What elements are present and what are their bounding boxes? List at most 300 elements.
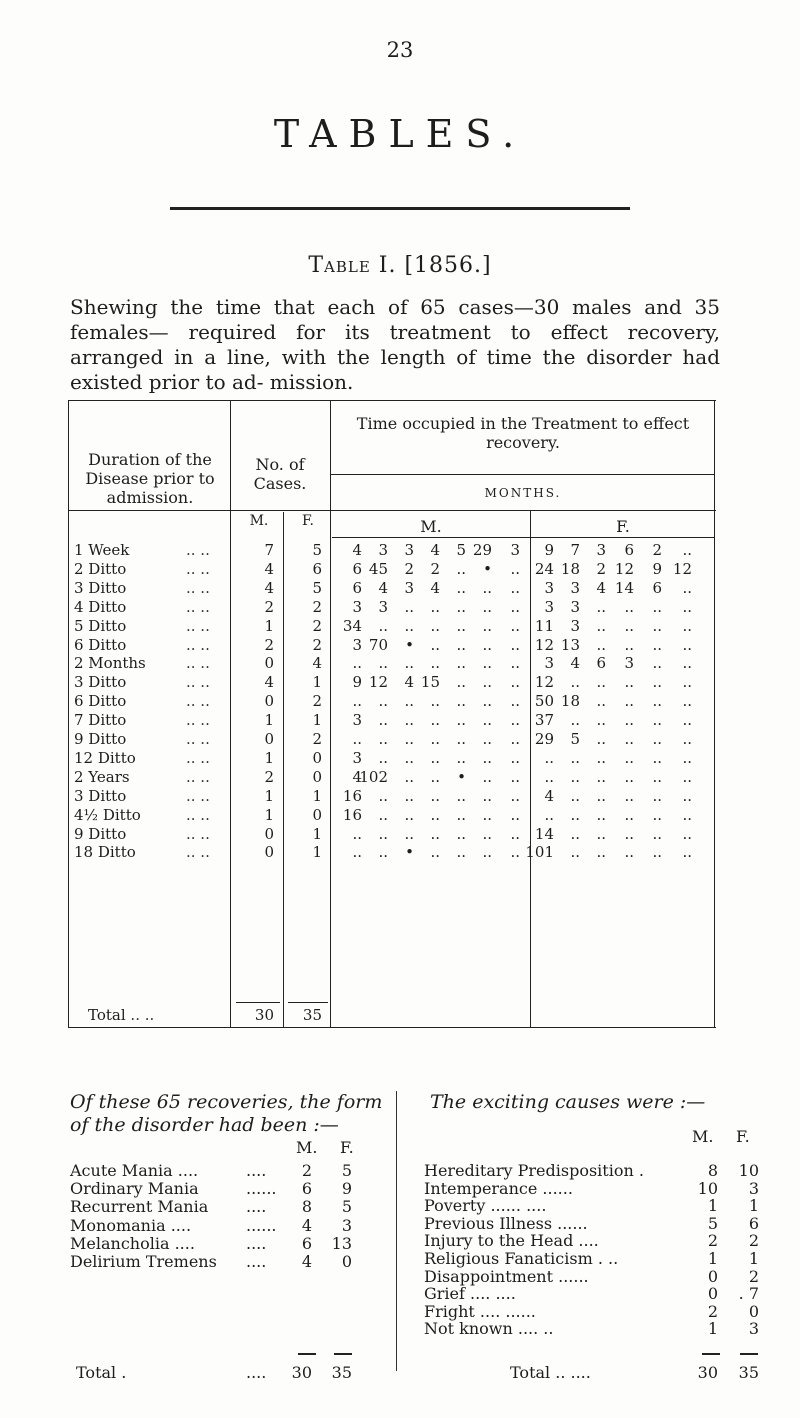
- male-months-value: ..: [510, 635, 520, 654]
- form-m: 4: [301, 1215, 312, 1235]
- female-months-value: 37: [534, 711, 554, 730]
- male-months-value: ..: [430, 767, 440, 786]
- male-months-value: ..: [404, 805, 414, 824]
- male-months-value: ..: [404, 711, 414, 730]
- female-months-value: 12: [534, 635, 554, 654]
- male-months-value: 4: [378, 578, 388, 597]
- cases-m: 1: [264, 616, 274, 635]
- male-months-value: ..: [510, 843, 520, 862]
- row-label: 6 Ditto .. ..: [74, 635, 210, 654]
- causes-total-f: 35: [738, 1363, 759, 1382]
- male-months-value: ..: [456, 748, 466, 767]
- male-months-value: 3: [352, 748, 362, 767]
- female-months-value: ..: [652, 805, 662, 824]
- female-months-value: ..: [596, 692, 606, 711]
- male-months-value: •: [405, 843, 414, 862]
- male-months-value: ..: [510, 616, 520, 635]
- male-months-value: 6: [352, 559, 362, 578]
- male-months-value: ..: [404, 767, 414, 786]
- male-months-value: ..: [430, 730, 440, 748]
- header-months: MONTHS.: [484, 486, 562, 500]
- cases-f: 1: [312, 824, 322, 843]
- forms-total-label: Total .: [76, 1363, 127, 1382]
- causes-col-f: F.: [736, 1127, 750, 1146]
- cause-label: Poverty ...... ....: [424, 1196, 547, 1216]
- female-months-value: ..: [596, 597, 606, 616]
- cause-label: Grief .... ....: [424, 1284, 516, 1304]
- male-months-value: ..: [510, 673, 520, 692]
- forms-title: Of these 65 recoveries, the form of the disorder had been :—: [70, 1091, 383, 1136]
- male-months-value: 16: [342, 805, 362, 824]
- male-months-value: ..: [456, 635, 466, 654]
- female-months-value: 12: [534, 673, 554, 692]
- male-months-value: 16: [342, 786, 362, 805]
- cases-m: 0: [264, 824, 274, 843]
- female-months-value: ..: [624, 616, 634, 635]
- male-months-value: 12: [368, 673, 388, 692]
- female-months-value: 3: [544, 578, 554, 597]
- cases-f: 2: [312, 616, 322, 635]
- male-months-value: ..: [482, 824, 492, 843]
- cases-m: 1: [264, 786, 274, 805]
- causes-total-rule-m: [702, 1353, 720, 1355]
- male-months-value: ..: [404, 730, 414, 748]
- male-months-value: ..: [482, 767, 492, 786]
- cases-m: 1: [264, 711, 274, 730]
- male-months-value: ..: [378, 805, 388, 824]
- female-months-value: 2: [596, 559, 606, 578]
- cases-m: 0: [264, 654, 274, 673]
- cause-label: Disappointment ......: [424, 1266, 589, 1286]
- female-months-value: 50: [534, 692, 554, 711]
- male-months-value: 4: [352, 541, 362, 559]
- male-months-value: 34: [342, 616, 362, 635]
- row-label: 7 Ditto .. ..: [74, 711, 210, 730]
- female-months-value: ..: [596, 616, 606, 635]
- cause-f: 2: [748, 1231, 759, 1251]
- cause-m: 5: [707, 1213, 718, 1233]
- female-months-value: ..: [682, 578, 692, 597]
- male-months-value: 4: [404, 673, 414, 692]
- cause-f: 3: [748, 1178, 759, 1198]
- female-months-value: 6: [624, 541, 634, 559]
- row-label: 3 Ditto .. ..: [74, 786, 210, 805]
- header-cases: No. of Cases.: [253, 455, 307, 493]
- female-months-value: ..: [682, 597, 692, 616]
- female-months-value: 14: [534, 824, 554, 843]
- female-months-value: ..: [652, 692, 662, 711]
- male-months-value: ..: [352, 824, 362, 843]
- male-months-value: ..: [430, 748, 440, 767]
- header-bottom-rule: [68, 510, 716, 511]
- female-months-value: ..: [652, 786, 662, 805]
- male-months-value: ..: [482, 748, 492, 767]
- forms-col-f: F.: [340, 1138, 354, 1157]
- cause-label: Intemperance ......: [424, 1178, 573, 1198]
- table-top-border: [68, 400, 716, 401]
- row-label: 4½ Ditto .. ..: [74, 805, 210, 824]
- male-months-value: ..: [378, 730, 388, 748]
- female-months-value: ..: [544, 805, 554, 824]
- duration-label: 6 Ditto: [74, 635, 127, 654]
- male-months-value: ..: [430, 692, 440, 711]
- cases-f: 6: [312, 559, 322, 578]
- cause-f: 1: [748, 1196, 759, 1216]
- row-label: 2 Years .. ..: [74, 767, 210, 786]
- cause-f: 1: [748, 1249, 759, 1268]
- male-months-value: 70: [368, 635, 388, 654]
- row-label: 9 Ditto .. ..: [74, 824, 210, 843]
- male-months-value: ..: [404, 824, 414, 843]
- form-label: Ordinary Mania: [70, 1179, 199, 1199]
- cause-m: 8: [707, 1161, 718, 1180]
- male-months-value: ..: [510, 597, 520, 616]
- male-months-value: ..: [482, 578, 492, 597]
- male-months-value: ..: [482, 692, 492, 711]
- female-months-value: 6: [652, 578, 662, 597]
- cases-f: 0: [312, 748, 322, 767]
- cause-f: 2: [748, 1266, 759, 1286]
- duration-label: 5 Ditto: [74, 616, 127, 635]
- header-duration: Duration of the Disease prior to admission.: [85, 450, 215, 507]
- cases-m: 7: [264, 541, 274, 559]
- duration-label: 4½ Ditto: [74, 805, 141, 824]
- male-months-value: ..: [482, 616, 492, 635]
- female-months-value: 4: [570, 654, 580, 673]
- cases-m: 4: [264, 673, 274, 692]
- cause-label: Previous Illness ......: [424, 1213, 588, 1233]
- duration-label: 7 Ditto: [74, 711, 127, 730]
- female-months-value: ..: [624, 805, 634, 824]
- table-title: Table I. [1856.]: [308, 253, 492, 278]
- male-months-value: ..: [510, 559, 520, 578]
- table-description: Shewing the time that each of 65 cases—30 males and 35 females— required for its treatment to effect recovery, arranged in a line, with the length of time the disorder had existed prior to ad- mission.: [70, 295, 720, 394]
- male-months-value: ..: [404, 786, 414, 805]
- female-months-value: 13: [560, 635, 580, 654]
- female-months-value: ..: [652, 654, 662, 673]
- female-months-value: ..: [652, 843, 662, 862]
- male-months-value: 3: [378, 541, 388, 559]
- female-months-value: ..: [682, 692, 692, 711]
- male-months-value: 6: [352, 578, 362, 597]
- male-months-value: 4: [430, 541, 440, 559]
- male-months-value: 29: [472, 541, 492, 559]
- female-months-value: ..: [570, 786, 580, 805]
- female-months-value: 5: [570, 730, 580, 748]
- female-months-value: ..: [596, 730, 606, 748]
- total-label: Total .. ..: [88, 1006, 155, 1024]
- form-f: 5: [341, 1161, 352, 1180]
- total-rule-m: [236, 1002, 280, 1003]
- row-label: 4 Ditto .. ..: [74, 597, 210, 616]
- female-months-value: 24: [534, 559, 554, 578]
- female-months-value: ..: [624, 711, 634, 730]
- cause-label: Not known .... ..: [424, 1319, 554, 1339]
- duration-label: 3 Ditto: [74, 786, 127, 805]
- male-months-value: •: [483, 559, 492, 578]
- form-label: Monomania ....: [70, 1215, 192, 1235]
- title-rule: [170, 207, 630, 210]
- female-months-value: ..: [682, 616, 692, 635]
- cases-f: 1: [312, 673, 322, 692]
- male-months-value: ..: [378, 786, 388, 805]
- male-months-value: ..: [352, 654, 362, 673]
- female-months-value: 18: [560, 559, 580, 578]
- female-months-value: 9: [544, 541, 554, 559]
- cases-f: 2: [312, 635, 322, 654]
- cases-m: 4: [264, 578, 274, 597]
- male-months-value: ..: [456, 616, 466, 635]
- form-m: 6: [301, 1233, 312, 1253]
- male-months-value: ..: [510, 824, 520, 843]
- female-months-value: 11: [534, 616, 554, 635]
- col-divider-mf: [283, 512, 284, 1027]
- female-months-value: ..: [544, 748, 554, 767]
- male-months-value: ..: [510, 805, 520, 824]
- female-months-value: 4: [596, 578, 606, 597]
- cases-f: 1: [312, 711, 322, 730]
- time-header-rule: [330, 474, 714, 475]
- male-months-value: ..: [404, 616, 414, 635]
- page-number: 23: [386, 38, 414, 62]
- cases-m: 1: [264, 748, 274, 767]
- female-months-value: 3: [544, 597, 554, 616]
- female-months-value: ..: [624, 692, 634, 711]
- female-months-value: 9: [652, 559, 662, 578]
- cases-f: 0: [312, 805, 322, 824]
- section-divider: [396, 1091, 397, 1371]
- row-label: 3 Ditto .. ..: [74, 578, 210, 597]
- female-months-value: ..: [652, 711, 662, 730]
- female-months-value: ..: [596, 635, 606, 654]
- female-months-value: ..: [570, 767, 580, 786]
- cases-f: 4: [312, 654, 322, 673]
- female-months-value: 6: [596, 654, 606, 673]
- cases-f: 5: [312, 541, 322, 559]
- forms-total-rule-f: [334, 1353, 352, 1355]
- male-months-value: ..: [456, 805, 466, 824]
- female-months-value: ..: [652, 673, 662, 692]
- female-months-value: 3: [596, 541, 606, 559]
- female-months-value: 3: [570, 616, 580, 635]
- male-months-value: ..: [430, 805, 440, 824]
- causes-col-m: M.: [692, 1127, 714, 1146]
- male-months-value: 4: [352, 767, 362, 786]
- male-months-value: ..: [430, 597, 440, 616]
- male-months-value: ..: [456, 559, 466, 578]
- male-months-value: ..: [510, 767, 520, 786]
- cause-label: Injury to the Head ....: [424, 1231, 599, 1251]
- form-m: 6: [301, 1179, 312, 1199]
- row-label: 2 Months .. ..: [74, 654, 210, 673]
- male-months-value: ..: [456, 786, 466, 805]
- header-col-m: M.: [249, 513, 269, 529]
- female-months-value: ..: [652, 730, 662, 748]
- form-dots: ....: [246, 1197, 267, 1217]
- male-months-value: ..: [482, 805, 492, 824]
- female-months-value: 29: [534, 730, 554, 748]
- female-months-value: ..: [596, 767, 606, 786]
- male-months-value: ..: [378, 692, 388, 711]
- male-months-value: ..: [352, 692, 362, 711]
- female-months-value: ..: [624, 673, 634, 692]
- cases-m: 1: [264, 805, 274, 824]
- cases-f: 2: [312, 597, 322, 616]
- male-months-value: ..: [510, 654, 520, 673]
- row-label: 1 Week .. ..: [74, 541, 210, 559]
- female-months-value: ..: [682, 654, 692, 673]
- duration-label: 2 Months: [74, 654, 146, 673]
- female-months-value: 101: [525, 843, 554, 862]
- total-f: 35: [302, 1006, 322, 1024]
- male-months-value: ..: [404, 597, 414, 616]
- cause-f: 0: [748, 1301, 759, 1321]
- male-months-value: ..: [482, 711, 492, 730]
- duration-label: 3 Ditto: [74, 673, 127, 692]
- male-months-value: ..: [378, 654, 388, 673]
- female-months-value: 12: [672, 559, 692, 578]
- female-months-value: ..: [570, 824, 580, 843]
- female-months-value: ..: [624, 786, 634, 805]
- cause-label: Hereditary Predisposition .: [424, 1161, 644, 1180]
- duration-label: 12 Ditto: [74, 748, 136, 767]
- cases-m: 2: [264, 635, 274, 654]
- form-label: Delirium Tremens: [70, 1252, 217, 1271]
- causes-total-m: 30: [697, 1363, 718, 1382]
- forms-total-rule-m: [298, 1353, 316, 1355]
- table-right-border: [714, 400, 715, 1027]
- female-months-value: ..: [682, 843, 692, 862]
- male-months-value: ..: [430, 654, 440, 673]
- male-months-value: ..: [430, 616, 440, 635]
- form-dots: ......: [246, 1215, 277, 1235]
- male-months-value: ..: [456, 673, 466, 692]
- female-months-value: 3: [544, 654, 554, 673]
- male-months-value: ..: [510, 786, 520, 805]
- female-months-value: ..: [652, 767, 662, 786]
- cases-m: 0: [264, 692, 274, 711]
- male-months-value: 45: [368, 559, 388, 578]
- male-months-value: 3: [404, 578, 414, 597]
- duration-label: 2 Ditto: [74, 559, 127, 578]
- male-months-value: 3: [352, 597, 362, 616]
- male-months-value: ..: [430, 843, 440, 862]
- female-months-value: ..: [596, 786, 606, 805]
- row-label: 2 Ditto .. ..: [74, 559, 210, 578]
- form-m: 4: [301, 1252, 312, 1271]
- form-dots: ....: [246, 1252, 267, 1271]
- female-months-value: ..: [682, 767, 692, 786]
- male-months-value: 15: [420, 673, 440, 692]
- forms-col-m: M.: [296, 1138, 318, 1157]
- female-months-value: ..: [596, 673, 606, 692]
- total-m: 30: [254, 1006, 274, 1024]
- male-months-value: ..: [482, 843, 492, 862]
- female-months-value: ..: [624, 748, 634, 767]
- causes-title: The exciting causes were :—: [430, 1091, 706, 1113]
- male-months-value: ..: [482, 597, 492, 616]
- male-months-value: ..: [430, 786, 440, 805]
- cases-m: 0: [264, 843, 274, 862]
- female-months-value: ..: [652, 635, 662, 654]
- row-label: 18 Ditto .. ..: [74, 843, 210, 862]
- female-months-value: ..: [624, 767, 634, 786]
- female-months-value: ..: [570, 843, 580, 862]
- male-months-value: ..: [482, 673, 492, 692]
- duration-label: 9 Ditto: [74, 730, 127, 748]
- female-months-value: ..: [544, 767, 554, 786]
- male-months-value: 3: [378, 597, 388, 616]
- form-f: 13: [331, 1233, 352, 1253]
- male-months-value: ..: [430, 711, 440, 730]
- cases-m: 4: [264, 559, 274, 578]
- male-months-value: 102: [359, 767, 388, 786]
- female-months-value: 18: [560, 692, 580, 711]
- female-months-value: ..: [624, 730, 634, 748]
- form-label: Acute Mania ....: [70, 1161, 199, 1180]
- cause-m: 2: [707, 1231, 718, 1251]
- duration-label: 2 Years: [74, 767, 130, 786]
- male-months-value: ..: [456, 843, 466, 862]
- duration-label: 4 Ditto: [74, 597, 127, 616]
- male-months-value: ..: [482, 786, 492, 805]
- female-months-value: ..: [682, 730, 692, 748]
- female-months-value: 3: [570, 597, 580, 616]
- cause-f: 10: [738, 1161, 759, 1180]
- female-months-value: 14: [614, 578, 634, 597]
- form-f: 5: [341, 1197, 352, 1217]
- female-months-value: ..: [682, 748, 692, 767]
- row-label: 9 Ditto .. ..: [74, 730, 210, 748]
- male-months-value: ..: [430, 824, 440, 843]
- cause-label: Fright .... ......: [424, 1301, 536, 1321]
- female-months-value: 7: [570, 541, 580, 559]
- duration-label: 18 Ditto: [74, 843, 136, 862]
- total-rule-f: [288, 1002, 328, 1003]
- row-label: 12 Ditto .. ..: [74, 748, 210, 767]
- forms-total-dots: ....: [246, 1363, 267, 1382]
- female-months-value: ..: [624, 635, 634, 654]
- female-months-value: 3: [624, 654, 634, 673]
- cause-m: 2: [707, 1301, 718, 1321]
- form-f: 3: [341, 1215, 352, 1235]
- duration-label: 3 Ditto: [74, 578, 127, 597]
- male-months-value: ..: [510, 578, 520, 597]
- male-months-value: ..: [352, 843, 362, 862]
- male-months-value: ..: [404, 692, 414, 711]
- female-months-value: ..: [570, 711, 580, 730]
- form-f: 9: [341, 1179, 352, 1199]
- header-group-f: F.: [616, 517, 630, 536]
- female-months-value: ..: [682, 805, 692, 824]
- cases-f: 5: [312, 578, 322, 597]
- row-label: 3 Ditto .. ..: [74, 673, 210, 692]
- female-months-value: ..: [596, 843, 606, 862]
- cause-m: 1: [707, 1196, 718, 1216]
- female-months-value: ..: [624, 597, 634, 616]
- male-months-value: ..: [456, 711, 466, 730]
- causes-total-label: Total .. ....: [510, 1363, 591, 1382]
- cases-f: 0: [312, 767, 322, 786]
- group-header-rule: [332, 537, 714, 538]
- male-months-value: ..: [378, 711, 388, 730]
- male-months-value: ..: [510, 748, 520, 767]
- male-months-value: 3: [352, 711, 362, 730]
- male-months-value: 2: [430, 559, 440, 578]
- cause-m: 1: [707, 1319, 718, 1339]
- cases-m: 2: [264, 597, 274, 616]
- male-months-value: ..: [378, 843, 388, 862]
